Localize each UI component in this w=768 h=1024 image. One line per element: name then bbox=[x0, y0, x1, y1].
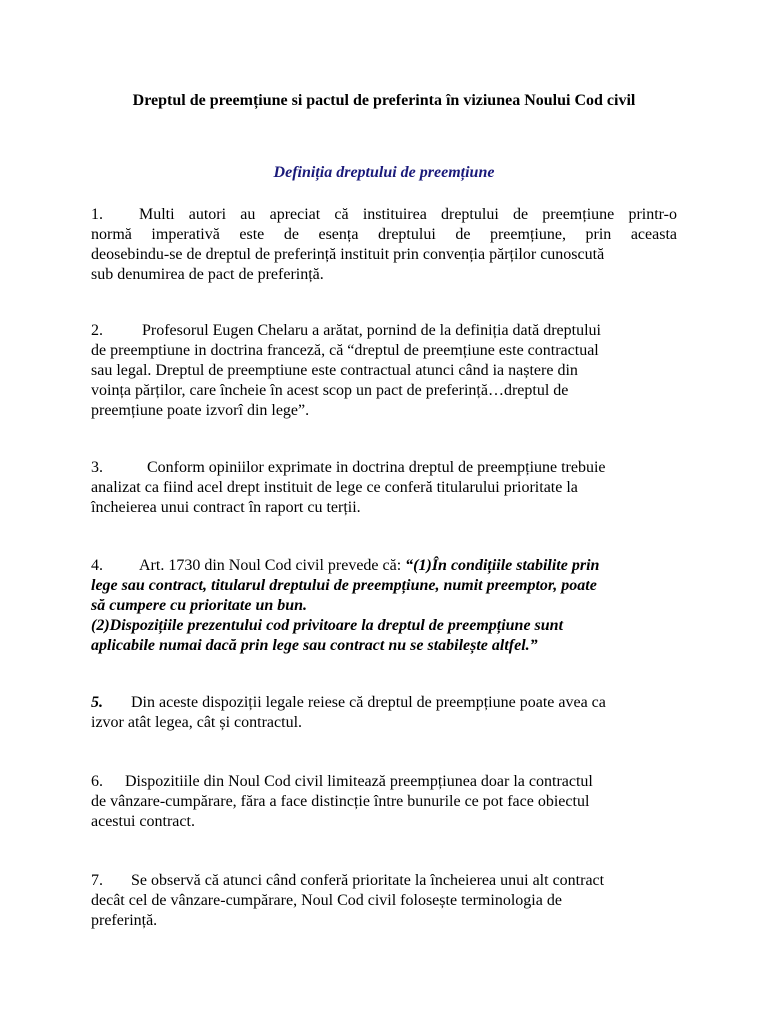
paragraph-line: preferință. bbox=[91, 912, 158, 929]
paragraph-number: 1. bbox=[91, 206, 103, 223]
paragraph-line bbox=[91, 871, 681, 891]
paragraph-line bbox=[91, 458, 681, 478]
paragraph-line: deosebindu-se de dreptul de preferință instituit prin convenția părților cunoscută bbox=[91, 246, 605, 263]
paragraph-line: sau legal. Dreptul de preemptiune este contractual atunci când ia naștere din bbox=[91, 362, 578, 379]
paragraph-line bbox=[91, 772, 681, 792]
quoted-law-text: “(1)În condițiile stabilite prin bbox=[405, 557, 600, 574]
paragraph-number: 5. bbox=[91, 694, 103, 711]
paragraph-text: Profesorul Eugen Chelaru a arătat, pornind de la definiția dată dreptului bbox=[142, 322, 601, 339]
paragraph-line: de preemptiune in doctrina franceză, că “dreptul de preemțiune este contractual bbox=[91, 342, 599, 359]
paragraph-line: decât cel de vânzare-cumpărare, Noul Cod civil folosește terminologia de bbox=[91, 892, 562, 909]
paragraph-line: de vânzare-cumpărare, făra a face distincție între bunurile ce pot face obiectul bbox=[91, 793, 590, 810]
paragraph-text: Conform opiniilor exprimate in doctrina dreptul de preempțiune trebuie bbox=[147, 459, 606, 476]
paragraph-number: 4. bbox=[91, 557, 103, 574]
paragraph-line: voința părților, care încheie în acest scop un pact de preferință…dreptul de bbox=[91, 382, 569, 399]
section-heading: Definiția dreptului de preemțiune bbox=[273, 164, 495, 181]
paragraph-line: izvor atât legea, cât și contractul. bbox=[91, 714, 303, 731]
paragraph-text: Se observă că atunci când conferă prioritate la încheierea unui alt contract bbox=[131, 872, 605, 889]
paragraph-5 bbox=[91, 693, 681, 733]
paragraph-6 bbox=[91, 772, 681, 832]
paragraph-line: analizat ca fiind acel drept instituit de lege ce conferă titularului prioritate la bbox=[91, 479, 578, 496]
paragraph-text: Art. 1730 din Noul Cod civil prevede că: bbox=[139, 557, 406, 574]
paragraph-1 bbox=[91, 205, 677, 285]
paragraph-line: preemțiune poate izvorî din lege”. bbox=[91, 402, 310, 419]
paragraph-text: Din aceste dispoziții legale reiese că dreptul de preempțiune poate avea ca bbox=[131, 694, 606, 711]
paragraph-2 bbox=[91, 321, 681, 421]
paragraph-line: normă imperativă este de esența dreptului de preemțiune, prin aceasta bbox=[91, 226, 677, 243]
paragraph-text: Multi autori au apreciat că instituirea dreptului de preemțiune printr-o bbox=[139, 206, 677, 223]
paragraph-number: 6. bbox=[91, 773, 103, 790]
paragraph-number: 2. bbox=[91, 322, 103, 339]
paragraph-line: sub denumirea de pact de preferință. bbox=[91, 266, 324, 283]
paragraph-line bbox=[91, 693, 681, 713]
document-title: Dreptul de preemțiune si pactul de preferinta în viziunea Noului Cod civil bbox=[132, 92, 636, 109]
paragraph-line bbox=[91, 556, 681, 576]
paragraph-number: 3. bbox=[91, 459, 103, 476]
paragraph-3 bbox=[91, 458, 681, 518]
quoted-law-line: (2)Dispozițiile prezentului cod privitoare la dreptul de preempțiune sunt bbox=[91, 617, 564, 634]
paragraph-line: acestui contract. bbox=[91, 813, 195, 830]
paragraph-line: încheierea unui contract în raport cu terții. bbox=[91, 499, 361, 516]
quoted-law-line: aplicabile numai dacă prin lege sau contract nu se stabilește altfel.” bbox=[91, 637, 538, 654]
paragraph-line bbox=[91, 321, 681, 341]
paragraph-7 bbox=[91, 871, 681, 931]
paragraph-number: 7. bbox=[91, 872, 103, 889]
paragraph-4 bbox=[91, 556, 681, 656]
paragraph-text: Dispozitiile din Noul Cod civil limitează preempțiunea doar la contractul bbox=[125, 773, 593, 790]
paragraph-line bbox=[91, 205, 677, 225]
quoted-law-line: lege sau contract, titularul dreptului de preempțiune, numit preemptor, poate bbox=[91, 577, 597, 594]
quoted-law-line: să cumpere cu prioritate un bun. bbox=[91, 597, 308, 614]
